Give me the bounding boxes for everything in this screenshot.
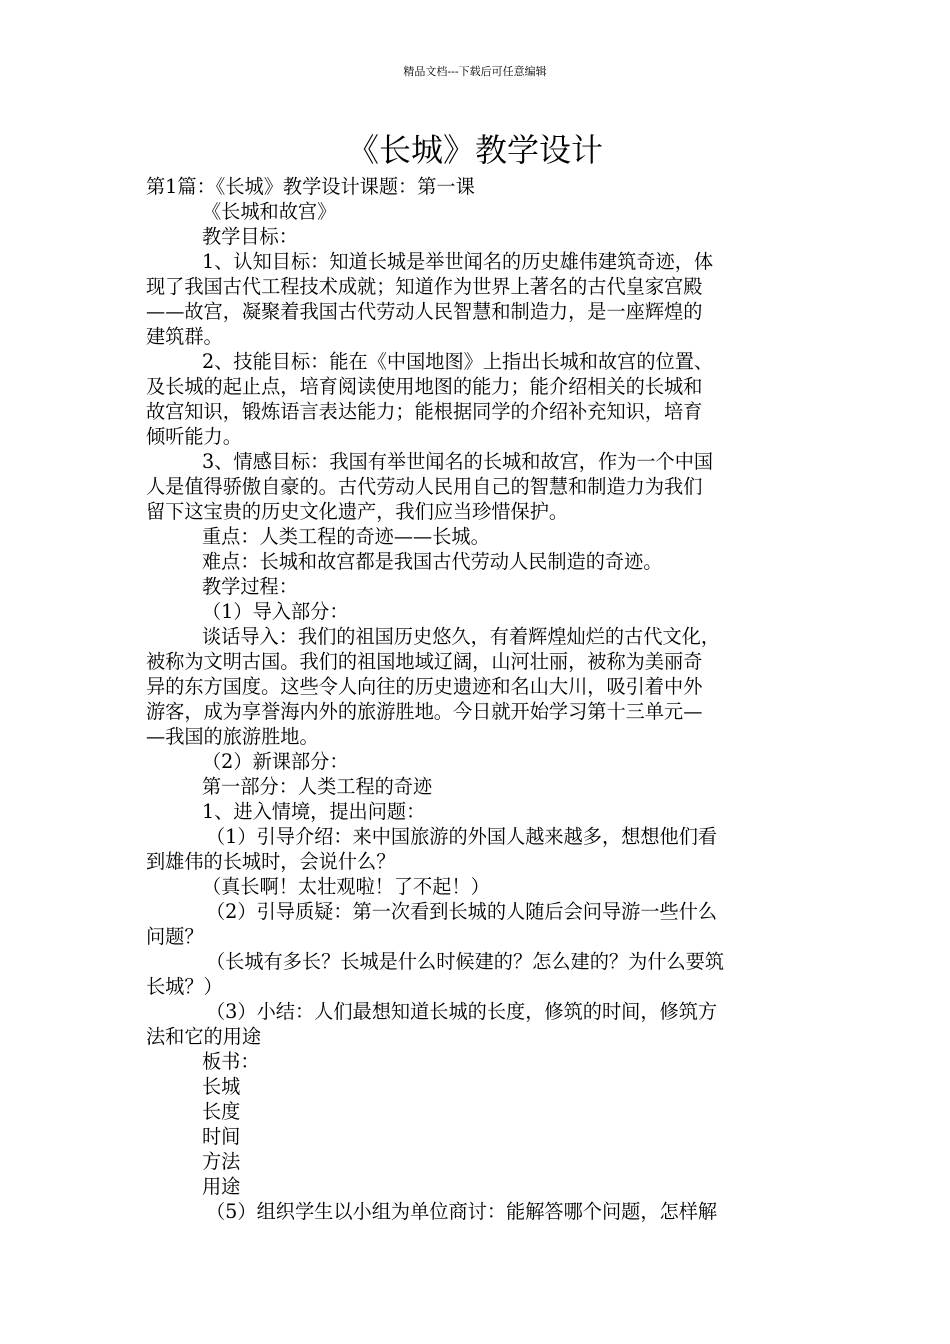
difficulty-line: 难点：长城和故宫都是我国古代劳动人民制造的奇迹。 xyxy=(202,550,663,573)
paragraph-line: （1）引导介绍：来中国旅游的外国人越来越多，想想他们看 xyxy=(206,825,718,848)
board-item: 长城 xyxy=(202,1075,241,1098)
paragraph-line: 游客，成为享誉海内外的旅游胜地。今日就开始学习第十三单元— xyxy=(146,700,703,723)
paragraph-line: 问题？ xyxy=(146,925,204,948)
board-heading: 板书： xyxy=(202,1050,260,1073)
board-item: 用途 xyxy=(202,1175,241,1198)
paragraph-line: 及长城的起止点，培育阅读使用地图的能力；能介绍相关的长城和 xyxy=(146,375,703,398)
paragraph-line: （2）引导质疑：第一次看到长城的人随后会问导游一些什么 xyxy=(206,900,718,923)
paragraph-line: 到雄伟的长城时，会说什么？ xyxy=(146,850,396,873)
paragraph-line: 谈话导入：我们的祖国历史悠久，有着辉煌灿烂的古代文化， xyxy=(202,625,721,648)
subsection-heading: （2）新课部分： xyxy=(202,750,349,773)
paragraph-line: （长城有多长？长城是什么时候建的？怎么建的？为什么要筑 xyxy=(206,950,725,973)
document-body xyxy=(146,174,806,1224)
paragraph-line: —我国的旅游胜地。 xyxy=(146,725,319,748)
paragraph-line: 3、情感目标：我国有举世闻名的长城和故宫，作为一个中国 xyxy=(202,450,714,473)
paragraph-line: 被称为文明古国。我们的祖国地域辽阔，山河壮丽，被称为美丽奇 xyxy=(146,650,703,673)
board-item: 时间 xyxy=(202,1125,241,1148)
paragraph-line: （5）组织学生以小组为单位商讨：能解答哪个问题，怎样解 xyxy=(206,1200,718,1223)
paragraph-line: 倾听能力。 xyxy=(146,425,242,448)
paragraph-line: 建筑群。 xyxy=(146,325,223,348)
paragraph-line: 人是值得骄傲自豪的。古代劳动人民用自己的智慧和制造力为我们 xyxy=(146,475,703,498)
subsection-heading: 1、进入情境，提出问题： xyxy=(202,800,426,823)
key-point-line: 重点：人类工程的奇迹——长城。 xyxy=(202,525,490,548)
paragraph-line: 故宫知识，锻炼语言表达能力；能根据同学的介绍补充知识，培育 xyxy=(146,400,703,423)
paragraph-line: 法和它的用途 xyxy=(146,1025,262,1048)
lesson-subtitle: 《长城和故宫》 xyxy=(202,200,337,223)
subsection-heading: 第一部分：人类工程的奇迹 xyxy=(202,775,433,798)
document-title: 《长城》教学设计 xyxy=(346,131,603,169)
paragraph-line: 2、技能目标：能在《中国地图》上指出长城和故宫的位置、 xyxy=(202,350,714,373)
heading-lesson: 第1篇：《长城》教学设计课题：第一课 xyxy=(146,175,475,198)
section-heading-goals: 教学目标： xyxy=(202,225,298,248)
paragraph-line: 1、认知目标：知道长城是举世闻名的历史雄伟建筑奇迹，体 xyxy=(202,250,714,273)
board-item: 方法 xyxy=(202,1150,241,1173)
paragraph-line: （3）小结：人们最想知道长城的长度，修筑的时间，修筑方 xyxy=(206,1000,718,1023)
page-header: 精品文档---下载后可任意编辑 xyxy=(403,65,547,78)
subsection-heading: （1）导入部分： xyxy=(202,600,349,623)
paragraph-line: ——故宫，凝聚着我国古代劳动人民智慧和制造力，是一座辉煌的 xyxy=(146,300,703,323)
paragraph-line: 现了我国古代工程技术成就；知道作为世界上著名的古代皇家宫殿 xyxy=(146,275,703,298)
section-heading-process: 教学过程： xyxy=(202,575,298,598)
paragraph-line: （真长啊！太壮观啦！了不起！） xyxy=(202,875,490,898)
paragraph-line: 长城？） xyxy=(146,975,223,998)
paragraph-line: 异的东方国度。这些令人向往的历史遗迹和名山大川，吸引着中外 xyxy=(146,675,703,698)
board-item: 长度 xyxy=(202,1100,241,1123)
paragraph-line: 留下这宝贵的历史文化遗产，我们应当珍惜保护。 xyxy=(146,500,569,523)
